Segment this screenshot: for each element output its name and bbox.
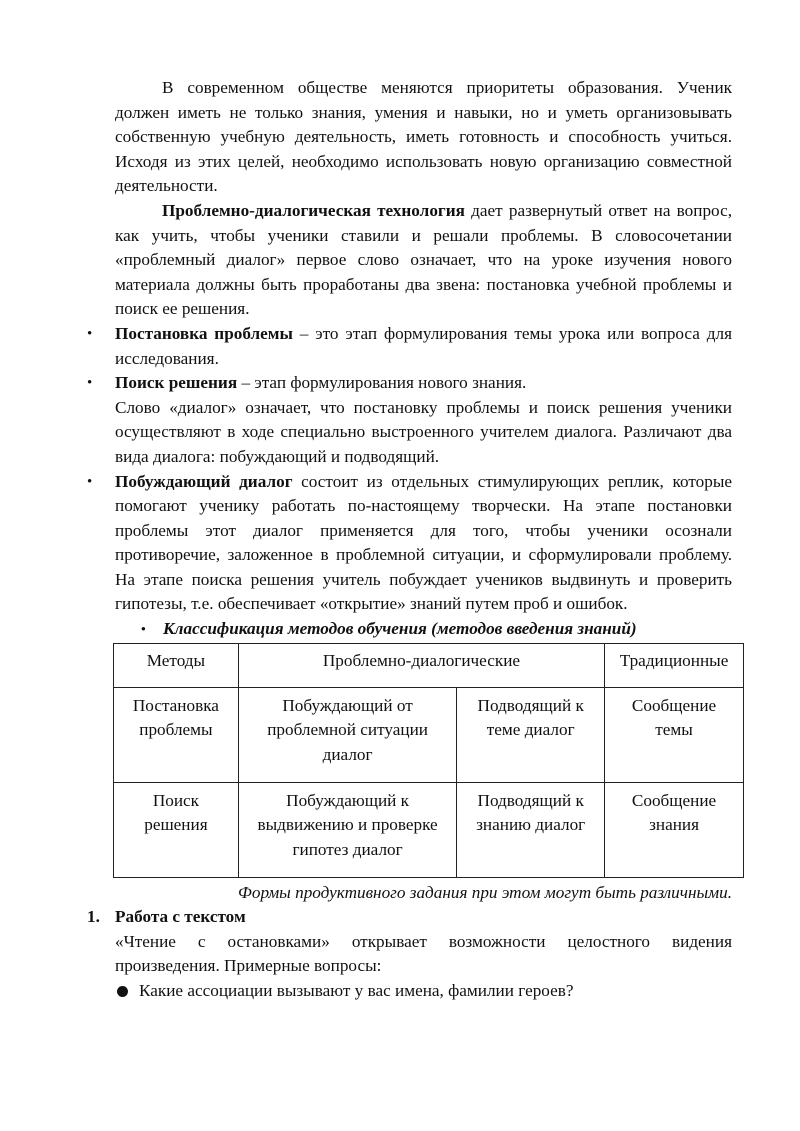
bullet-stimulating-dialog — [87, 470, 732, 618]
section-title: Работа с текстом — [115, 907, 246, 927]
table-cell: Поиск решения — [114, 782, 239, 877]
table-cell: Подводящий к теме диалог — [457, 687, 605, 782]
bullet-term: Поиск решения — [115, 373, 238, 393]
methods-table — [113, 643, 744, 878]
bullet-icon: • — [87, 325, 93, 342]
section-number: 1. — [87, 907, 100, 927]
bullet-text: – этап формулирования нового знания. — [237, 373, 527, 393]
classification-heading — [141, 617, 732, 642]
table-header-cell: Проблемно-диалогические — [238, 643, 604, 687]
question-text: Какие ассоциации вызывают у вас имена, фамилии героев? — [139, 981, 574, 1001]
bullet-problem-statement — [87, 322, 732, 371]
section-heading — [87, 905, 732, 930]
table-cell: Подводящий к знанию диалог — [457, 782, 605, 877]
bullet-term: Постановка проблемы — [115, 323, 293, 343]
bullet-icon: • — [87, 375, 93, 392]
document-body — [87, 76, 732, 1004]
dialog-paragraph: Слово «диалог» означает, что постановку проблемы и поиск решения ученики осуществляют в ходе специально выстроенного учителем диалога. Различают два вида диалога: побуждающий и подводящий. — [115, 397, 732, 466]
intro-paragraph: В современном обществе меняются приоритеты образования. Ученик должен иметь не только знания, умения и навыки, но и уметь организовывать собственную учебную деятельность, иметь готовность и способность учиться. Исходя из этих целей, необходимо использовать новую организацию совместной деятельности. — [115, 78, 732, 196]
table-cell: Постановка проблемы — [114, 687, 239, 782]
bullet-text: состоит из отдельных стимулирующих реплик, которые помогают ученику работать по-настоящему творчески. На этапе постановки проблемы этот диалог применяется для того, чтобы ученики осознали противоречие, заложенное в проблемной ситуации, и сформулировали проблему. На этапе поиска решения учитель побуждает учеников выдвинуть и проверить гипотезы, т.е. обеспечивает «открытие» знаний путем проб и ошибок. — [115, 471, 732, 614]
table-row — [114, 687, 744, 782]
technology-description: дает развернутый ответ на вопрос, как учить, чтобы ученики ставили и решали проблемы. В словосочетании «проблемный диалог» первое слово означает, что на уроке изучения нового материала должны быть проработаны два звена: постановка учебной проблемы и поиск ее решения. — [115, 200, 732, 319]
bullet-icon: • — [87, 473, 93, 490]
technology-term: Проблемно-диалогическая технология — [162, 200, 465, 220]
table-cell: Побуждающий от проблемной ситуации диалог — [238, 687, 456, 782]
table-caption: Формы продуктивного задания при этом могут быть различными. — [238, 882, 732, 902]
section-paragraph: «Чтение с остановками» открывает возможности целостного видения произведения. Примерные вопросы: — [115, 931, 732, 976]
classification-title: Классификация методов обучения (методов введения знаний) — [163, 619, 637, 639]
bullet-text: – это этап формулирования темы урока или вопроса для исследования. — [115, 323, 732, 368]
bullet-term: Побуждающий диалог — [115, 471, 293, 491]
table-cell: Сообщение знания — [605, 782, 744, 877]
bullet-dot-icon — [117, 986, 128, 997]
table-cell: Сообщение темы — [605, 687, 744, 782]
bullet-solution-search — [87, 371, 732, 396]
bullet-icon: • — [141, 621, 146, 637]
table-cell: Побуждающий к выдвижению и проверке гипотез диалог — [238, 782, 456, 877]
table-header-cell: Традиционные — [605, 643, 744, 687]
table-row — [114, 782, 744, 877]
question-item — [115, 979, 732, 1004]
technology-paragraph — [115, 199, 732, 322]
table-header-cell: Методы — [114, 643, 239, 687]
table-header-row — [114, 643, 744, 687]
